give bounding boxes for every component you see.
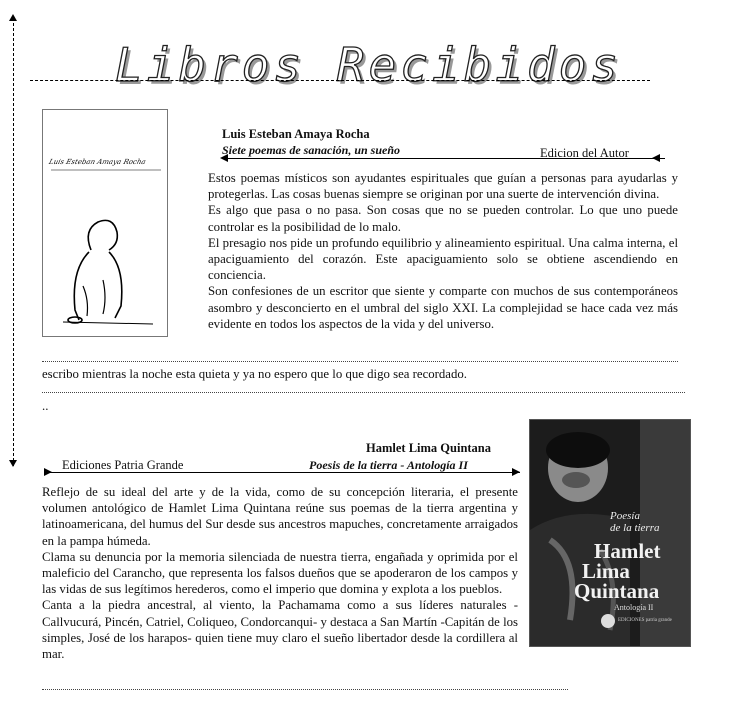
cover-2-name-3: Quintana [574, 579, 660, 603]
review1-publisher: Edicion del Autor [540, 146, 629, 160]
review1-header-line [225, 158, 665, 159]
review1-paragraph: Son confesiones de un escritor que siente y comparte con muchos de sus contemporáneos asombro y desconcierto en el umbral del siglo XXI. La complejidad se hace cada vez más evidente en todos los aspectos de la vida y del universo. [208, 284, 678, 331]
review1-body [208, 170, 678, 332]
cover-2-name-2: Lima [582, 559, 630, 583]
arrow-down-icon [9, 460, 17, 467]
arrow-right-icon [512, 468, 520, 476]
vertical-dashed-rule [13, 18, 14, 466]
review2-author: Hamlet Lima Quintana [366, 441, 492, 455]
review2-publisher: Ediciones Patria Grande [62, 458, 184, 472]
cover-2-name-1: Hamlet [594, 539, 661, 563]
review2-body [42, 484, 518, 662]
review1-quote: escribo mientras la noche esta quieta y ya no espero que lo que digo sea recordado. [42, 367, 467, 381]
book-cover-2 [529, 419, 691, 647]
cover-1-author-text: Luis Esteban Amaya Rocha [47, 158, 147, 166]
review1-paragraph: Estos poemas místicos son ayudantes espirituales que guían a personas para ayudarlas y protegerlas. Las cosas buenas siempre se originan por una suerte de intervención divina. [208, 171, 678, 202]
dotted-rule [42, 689, 568, 690]
cover-2-subtitle-1: Poesía [610, 510, 640, 522]
review1-paragraph: El presagio nos pide un profundo equilibrio y alineamiento espiritual. Una calma interna, el apaciguamiento del corazón. Este apaciguamiento solo se obtiene ascendiendo en conciencia. [208, 235, 678, 283]
review1-author: Luis Esteban Amaya Rocha [222, 127, 370, 141]
review1-ellipsis: .. [42, 399, 49, 413]
review2-paragraph: Reflejo de su ideal del arte y de la vida, como de su concepción literaria, el presente volumen antológico de Hamlet Lima Quintana reúne sus poemas de la tierra argentina y latinoamericana, del humus del Sur desde sus ancestros mapuches, concretamente arraigados en la pampa húmeda. [42, 485, 518, 548]
review2-book-title: Poesis de la tierra - Antología II [309, 458, 468, 472]
dotted-rule [42, 392, 685, 393]
dotted-rule [42, 361, 678, 362]
title-dashed-rule [30, 80, 650, 81]
cover-2-imprint: EDICIONES patria grande [618, 618, 672, 623]
arrow-right-icon [44, 468, 52, 476]
cover-2-volume: Antología II [614, 603, 654, 612]
arrow-left-icon [220, 154, 228, 162]
review1-paragraph: Es algo que pasa o no pasa. Son cosas que no se pueden controlar. Lo que uno puede controlar es la posibilidad de lo malo. [208, 203, 678, 234]
review2-paragraph: Clama su denuncia por la memoria silenciada de nuestra tierra, engañada y oprimida por el maleficio del Carancho, que representa los falsos dueños que se apoderaron de los campos y las vidas de sus legítimos herederos, como el imperio que domina y explota a los pueblos. [42, 549, 518, 597]
book-cover-1 [42, 109, 168, 337]
arrow-left-icon [652, 154, 660, 162]
cover-2-subtitle-2: de la tierra [610, 522, 660, 534]
review2-header-line [44, 472, 520, 473]
arrow-up-icon [9, 14, 17, 21]
cover-1-figure-drawing [43, 110, 167, 336]
review1-book-title: Siete poemas de sanación, un sueño [222, 143, 401, 157]
section-title: Libros Recibidos [115, 38, 623, 92]
review2-paragraph: Canta a la piedra ancestral, al viento, la Pachamama como a sus líderes naturales -Callvucurá, Pincén, Catriel, Coliqueo, Condorcanqui- y destaca a San Martín -Capitán de los simples, José de los harapos- quien tiene muy claro el sueño libertador desde la cordillera al mar. [42, 598, 518, 662]
